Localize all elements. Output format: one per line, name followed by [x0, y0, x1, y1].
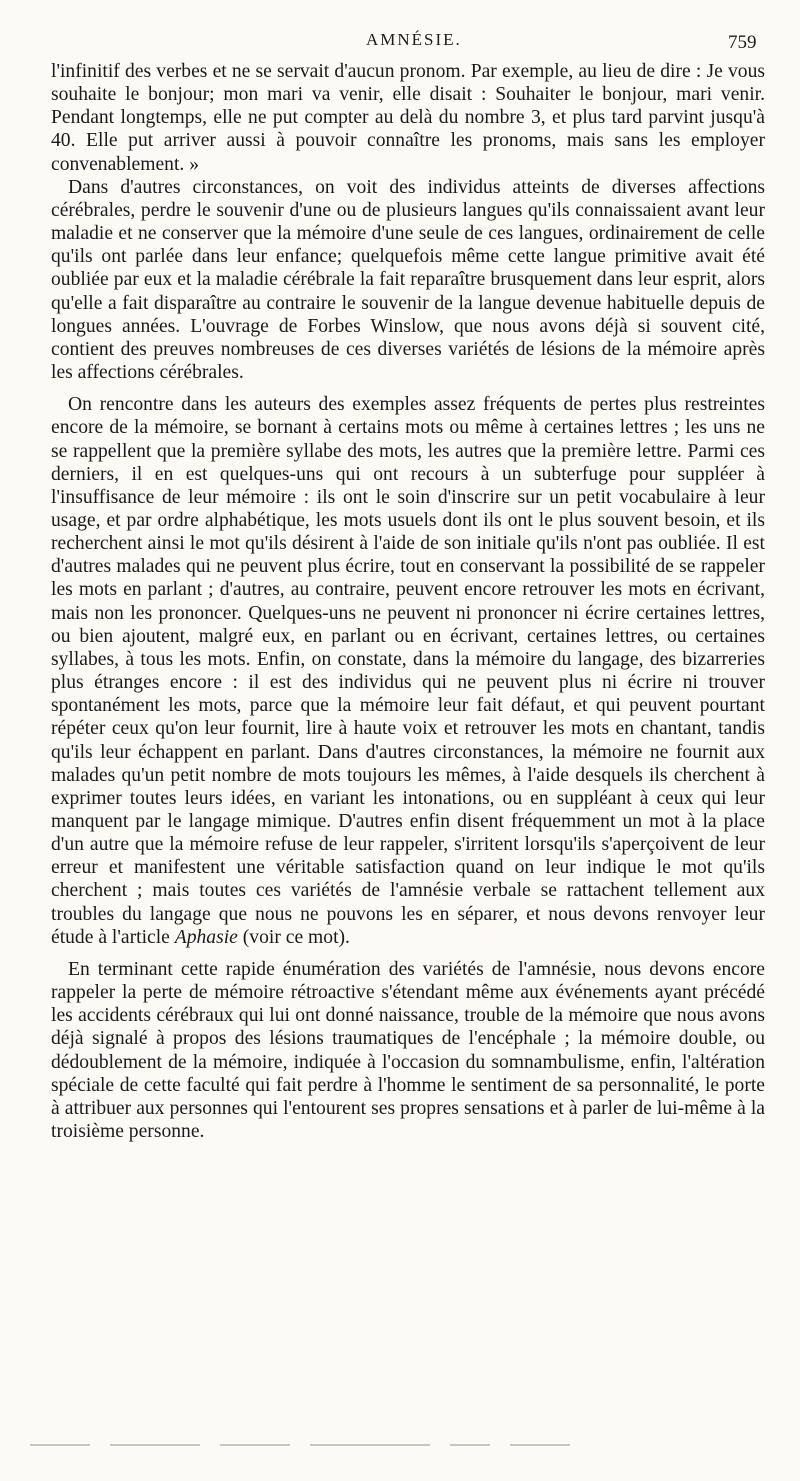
page-header [0, 30, 800, 56]
paragraph-text-after-term: (voir ce mot). [237, 926, 350, 948]
running-title: AMNÉSIE. [366, 30, 462, 49]
body-text [51, 60, 765, 1143]
paragraph-continuation: l'infinitif des verbes et ne se servait d'aucun pronom. Par exemple, au lieu de dire : Je vous souhaite le bonjour; mon mari va venir, elle disait : Souhaiter le bonjour, mari venir. Pendant longtemps, elle ne put compter au delà du nombre 3, et plus tard parvint jusqu'à 40. Elle put arriver aussi à pouvoir connaître les pronoms, mais sans les employer convenablement. » [51, 61, 765, 175]
paragraph-partial-memory-loss [51, 393, 765, 949]
article-reference-aphasie: Aphasie [174, 926, 238, 948]
page-number: 759 [728, 32, 757, 53]
paragraph-conclusion: En terminant cette rapide énumération des variétés de l'amnésie, nous devons encore rappeler la perte de mémoire rétroactive s'étendant même aux événements ayant précédé les accidents cérébraux qui lui ont donné naissance, trouble de la mémoire que nous avons déjà signalé à propos des lésions traumatiques de l'encéphale ; la mémoire double, ou dédoublement de la mémoire, indiquée à l'occasion du somnambulisme, enfin, l'altération spéciale de cette faculté qui fait perdre à l'homme le sentiment de sa personnalité, le porte à attribuer aux personnes qui l'entourent ses propres sensations et à parler de lui-même à la troisième personne. [51, 958, 765, 1143]
scan-artifact-line [30, 1440, 770, 1450]
paragraph-languages: Dans d'autres circonstances, on voit des individus atteints de diverses affections cérébrales, perdre le souvenir d'une ou de plusieurs langues qu'ils connaissaient avant leur maladie et ne conserver que la mémoire d'une seule de ces langues, ordinairement de celle qu'ils ont parlée dans leur enfance; quelquefois même cette langue primitive avait été oubliée par eux et la maladie cérébrale la fait reparaître brusquement dans leur esprit, alors qu'elle a fait disparaître au contraire le souvenir de la langue devenue habituelle depuis de longues années. L'ouvrage de Forbes Winslow, que nous avons déjà si souvent cité, contient des preuves nombreuses de ces diverses variétés de lésions de la mémoire après les affections cérébrales. [51, 176, 765, 384]
paragraph-text-before-term: On rencontre dans les auteurs des exemples assez fréquents de pertes plus restreintes encore de la mémoire, se bornant à certains mots ou même à certaines lettres ; les uns ne se rappellent que la première syllabe des mots, les autres que la première lettre. Parmi ces derniers, il en est quelques-uns qui ont recours à un subterfuge pour suppléer à l'insuffisance de leur mémoire : ils ont le soin d'inscrire sur un petit vocabulaire à leur usage, et par ordre alphabétique, les mots usuels dont ils ont le plus souvent besoin, et ils recherchent ainsi le mot qu'ils désirent à l'aide de son initiale qu'ils n'ont pas oubliée. Il est d'autres malades qui ne peuvent plus écrire, tout en conservant la possibilité de se rappeler les mots en parlant ; d'autres, au contraire, peuvent encore retrouver les mots en écrivant, mais non les prononcer. Quelques-uns ne peuvent ni prononcer ni écrire certaines lettres, ou bien ajoutent, malgré eux, en parlant ou en écrivant, certaines lettres, ou certaines syllabes, à tous les mots. Enfin, on constate, dans la mémoire du langage, des bizarreries plus étranges encore : il est des individus qui ne peuvent plus ni écrire ni trouver spontanément les mots, parce que la mémoire leur fait défaut, et qui peuvent pourtant répéter ceux qu'on leur fournit, lire à haute voix et retrouver les mots en chantant, tandis qu'ils leur échappent en parlant. Dans d'autres circonstances, la mémoire ne fournit aux malades qu'un petit nombre de mots toujours les mêmes, à l'aide desquels ils cherchent à exprimer toutes leurs idées, en variant les intonations, ou en suppléant à ceux qui leur manquent par le langage mimique. D'autres enfin disent fréquemment un mot à la place d'un autre que la mémoire refuse de leur rappeler, s'irritent lorsqu'ils s'aperçoivent de leur erreur et manifestent une véritable satisfaction quand on leur indique le mot qu'ils cherchent ; mais toutes ces variétés de l'amnésie verbale se rattachent tellement aux troubles du langage que nous ne pouvons les en séparer, et nous devons renvoyer leur étude à l'article [51, 394, 765, 948]
